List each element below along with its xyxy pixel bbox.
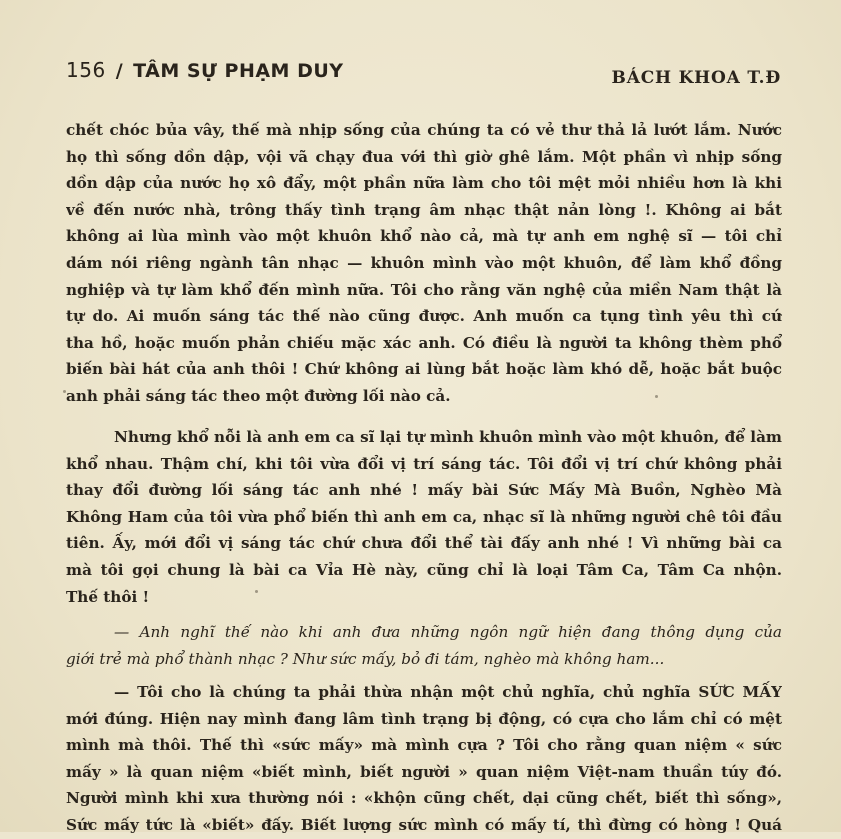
running-head-left	[66, 58, 344, 82]
interview-question	[66, 619, 782, 672]
text-line: tha hồ, hoặc muốn phản chiếu mặc xác anh. Có điều là người ta không thèm phổ	[66, 333, 782, 352]
text-line: Sức mấy tức là «biết» đấy. Biết lượng sức mình có mấy tí, thì đừng có hòng ! Quá	[66, 815, 782, 834]
text-line: Nhưng khổ nỗi là anh em ca sĩ lại tự mình khuôn mình vào một khuôn, để làm	[114, 428, 782, 446]
page-header	[66, 58, 781, 88]
header-separator: /	[115, 60, 124, 82]
text-line: tiên. Ấy, mới đổi vị sáng tác chứ chưa đổi thể tài đấy anh nhé ! Vì những bài ca	[66, 534, 782, 553]
interview-answer	[66, 679, 782, 839]
text-line: không ai lùa mình vào một khuôn khổ nào cả, mà tự anh em nghệ sĩ — tôi chỉ	[66, 227, 782, 246]
text-line: dám nói riêng ngành tân nhạc — khuôn mình vào một khuôn, để làm khổ đồng	[66, 253, 782, 272]
book-title: TÂM SỰ PHẠM DUY	[133, 60, 344, 82]
text-line: — Anh nghĩ thế nào khi anh đưa những ngôn ngữ hiện đang thông dụng của	[114, 623, 782, 641]
text-line: Người mình khi xưa thường nói : «khộn cũng chết, dại cũng chết, biết thì sống»,	[66, 789, 782, 808]
text-line: tự do. Ai muốn sáng tác thế nào cũng được. Anh muốn ca tụng tình yêu thì cứ	[66, 307, 782, 326]
text-line: mình mà thôi. Thế thì «sức mấy» mà mình cựa ? Tôi cho rằng quan niệm « sức	[66, 736, 782, 755]
text-line: thay đổi đường lối sáng tác anh nhé ! mấy bài Sức Mấy Mà Buồn, Nghèo Mà	[66, 481, 782, 500]
text-line: chết chóc bủa vây, thế mà nhịp sống của chúng ta có vẻ thư thả lả lướt lắm. Nước	[66, 121, 782, 139]
text-line: mới đúng. Hiện nay mình đang lâm tình trạng bị động, có cựa cho lắm chỉ có mệt	[66, 709, 782, 728]
text-line: anh phải sáng tác theo một đường lối nào cả.	[66, 386, 451, 405]
page-number: 156	[66, 58, 106, 82]
text-line: mấy » là quan niệm «biết mình, biết người » quan niệm Việt-nam thuần túy đó.	[66, 762, 782, 781]
paper-speck	[63, 390, 66, 393]
text-line: nghiệp và tự làm khổ đến mình nữa. Tôi cho rằng văn nghệ của miền Nam thật là	[66, 280, 782, 299]
text-line: Không Ham của tôi vừa phổ biến thì anh em ca, nhạc sĩ là những người chê tôi đầu	[66, 507, 782, 526]
text-line: giới trẻ mà phổ thành nhạc ? Như sức mấy, bỏ đi tám, nghèo mà không ham...	[66, 649, 665, 668]
paper-speck	[255, 590, 258, 593]
text-line: khổ nhau. Thậm chí, khi tôi vừa đổi vị trí sáng tác. Tôi đổi vị trí chứ không phải	[66, 454, 782, 473]
text-line: biến bài hát của anh thôi ! Chứ không ai lùng bắt hoặc làm khó dễ, hoặc bắt buộc	[66, 360, 782, 379]
paper-speck	[655, 395, 658, 398]
text-line: Thế thôi !	[66, 587, 150, 606]
text-line: mà tôi gọi chung là bài ca Vỉa Hè này, cũng chỉ là loại Tâm Ca, Tâm Ca nhộn.	[66, 560, 782, 579]
paragraph-1	[66, 117, 782, 410]
text-line: dồn dập của nước họ xô đẩy, một phần nữa làm cho tôi mệt mỏi nhiều hơn là khi	[66, 174, 782, 193]
publication-name: BÁCH KHOA T.Đ	[611, 68, 781, 88]
paragraph-2	[66, 424, 782, 610]
text-line: — Tôi cho là chúng ta phải thừa nhận một chủ nghĩa, chủ nghĩa SỨC MẤY	[114, 683, 782, 701]
text-line: họ thì sống dồn dập, vội vã chạy đua với thì giờ ghê lắm. Một phần vì nhịp sống	[66, 147, 782, 166]
text-line: về đến nước nhà, trông thấy tình trạng âm nhạc thật nản lòng !. Không ai bắt	[66, 200, 782, 219]
